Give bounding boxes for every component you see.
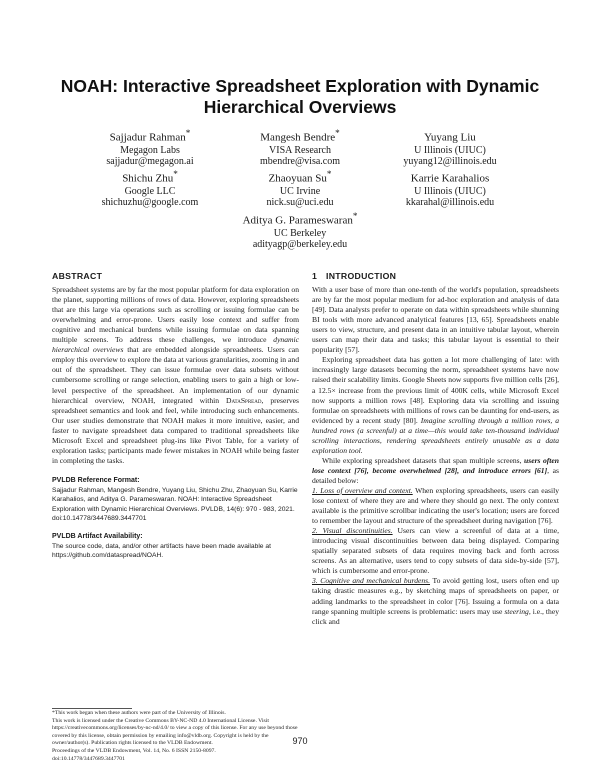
author-affiliation: UC Irvine	[279, 185, 321, 197]
page-number: 970	[292, 736, 308, 746]
intro-list-item: 1. Loss of overview and context. When exploring spreadsheets, users can easily lose context of where they are and where they should go next. The only context available is the primitive scrollbar indicating the user's location; users are forced to remember the layout and structure of the spreadsheet during navigation [76].	[312, 485, 559, 526]
author-block	[210, 210, 390, 251]
author-name: Karrie Karahalios	[410, 172, 490, 185]
author-email: sajjadur@megagon.ai	[106, 156, 194, 168]
author-mark: *	[185, 128, 191, 138]
abstract-heading: ABSTRACT	[52, 271, 103, 281]
author-email: mbendre@visa.com	[259, 156, 341, 168]
author-email: shichuzhu@google.com	[101, 197, 199, 209]
artifact-text: The source code, data, and/or other artifacts have been made available at https://github.com/dataspread/NOAH.	[52, 542, 271, 560]
author-name: Mangesh Bendre	[260, 131, 336, 144]
author-email: adityagp@berkeley.edu	[252, 239, 348, 251]
footnote-line: Proceedings of the VLDB Endowment, Vol. 14, No. 6 ISSN 2150-8097.	[52, 747, 216, 754]
footnote-line: *This work began when these authors were part of the University of Illinois.	[52, 710, 226, 716]
artifact-heading: PVLDB Artifact Availability:	[52, 532, 143, 540]
author-email: yuyang12@illinois.edu	[403, 156, 497, 168]
author-name: Sajjadur Rahman	[109, 131, 186, 144]
paper-title: NOAH: Interactive Spreadsheet Exploration with Dynamic Hierarchical Overviews	[60, 76, 540, 117]
author-mark: *	[335, 128, 340, 138]
author-name: Shichu Zhu	[122, 172, 174, 185]
section-number: 1	[312, 271, 318, 281]
reference-format-heading: PVLDB Reference Format:	[52, 476, 140, 484]
author-block	[360, 168, 540, 209]
right-column	[312, 271, 559, 627]
intro-paragraph: While exploring spreadsheet datasets that span multiple screens, users often lose context [76], become overwhelmed [28], and introduce errors [61], as detailed below:	[312, 455, 560, 485]
author-name: Zhaoyuan Su	[268, 172, 327, 185]
reference-doi: doi:10.14778/3447689.3447701	[52, 515, 147, 523]
footnote-line: This work is licensed under the Creative Commons BY-NC-ND 4.0 International License. Visit https://creativecommons.org/licenses/by-nc-nd/4.0/ to view a copy of this license. For any use beyond those covered by this license, obtain permission by emailing info@vldb.org. Copyright is held by the owner/author(s). Publication rights licensed to the VLDB Endowment.	[52, 717, 298, 747]
introduction-heading	[312, 271, 559, 281]
author-email: nick.su@uci.edu	[266, 197, 334, 209]
intro-list-item: 2. Visual discontinuities. Users can view a screenful of data at a time, introducing visual discontinuities between data being displayed. Comparing spatially separated subsets of data requires moving back and forth across screens. As an alternative, users tend to copy subsets of data side-by-side [57], which is cumbersome and error-prone.	[312, 526, 559, 576]
author-affiliation: U Illinois (UIUC)	[414, 185, 486, 197]
author-affiliation: Megagon Labs	[120, 144, 180, 156]
author-mark: *	[173, 169, 178, 179]
footnote-line: doi:10.14778/3447689.3447701	[52, 755, 125, 762]
abstract-text: Spreadsheet systems are by far the most popular platform for data exploration on the planet, supporting millions of rows of data. However, exploring spreadsheets that are this large via operations such as scrolling or issuing formulae can be overwhelming and error-prone. Users easily lose context and suffer from cognitive and mechanical burdens while issuing formulae on data spanning multiple screens. To address these challenges, we introduce dynamic hierarchical overviews that are embedded alongside spreadsheets. Users can employ this overview to explore the data at various granularities, zooming in and out of the spreadsheet. They can issue formulae over data subsets without cumbersome scrolling or range selection, enabling users to gain a high or low-level perspective of the spreadsheet. An implementation of our dynamic hierarchical overview, NOAH, integrated within DataSpread, preserves spreadsheet semantics and look and feel, while introducing such enhancements. Our user studies demonstrate that NOAH makes it more intuitive, easier, and faster to navigate spreadsheet data compared to traditional spreadsheets like Microsoft Excel and spreadsheet plug-ins like Pivot Table, for a variety of exploration tasks; participants made fewer mistakes in NOAH while being faster in completing the tasks.	[52, 285, 299, 465]
author-name: Yuyang Liu	[424, 131, 476, 144]
author-name: Aditya G. Parameswaran	[242, 214, 353, 227]
author-email: kkarahal@illinois.edu	[405, 197, 495, 209]
section-title: INTRODUCTION	[326, 271, 397, 281]
footnote-rule	[52, 708, 132, 709]
intro-list-item: 3. Cognitive and mechanical burdens. To avoid getting lost, users often end up taking drastic measures e.g., by sketching maps of spreadsheets on paper, or adding landmarks to the spreadsheet in color [76]. Issuing a formula on a data range spanning multiple screens is problematic: users may use steering, i.e., they click and	[312, 576, 559, 626]
author-mark: *	[352, 211, 358, 221]
intro-paragraph: With a user base of more than one-tenth of the world's population, spreadsheets are by far the most popular medium for ad-hoc exploration and analysis of data [49]. Data analysts prefer to operate on data within spreadsheets while shunning BI tools with more advanced analytical features [13, 65]. Spreadsheets enable users to view, structure, and present data in an intuitive tabular layout, wherein users can map their data and tasks; this tabular layout is essential to their popularity [57].	[312, 285, 559, 355]
author-block	[360, 127, 540, 168]
reference-format-text: Sajjadur Rahman, Mangesh Bendre, Yuyang Liu, Shichu Zhu, Zhaoyuan Su, Karrie Karahalios, and Aditya G. Parameswaran. NOAH: Interactive Spreadsheet Exploration with Dynamic Hierarchical Overviews. PVLDB, 14(6): 970 - 983, 2021.	[52, 486, 298, 513]
intro-paragraph: Exploring spreadsheet data has gotten a lot more challenging of late: with increasingly large datasets becoming the norm, spreadsheet systems have now raised their scalability limits. Google Sheets now supports five million cells [26], a 12.5× increase from the previous limit of 400K cells, while Microsoft Excel now supports a million rows [48]. Exploring data via scrolling and issuing formulae on spreadsheets with millions of rows can be daunting for end-users, as evidenced by a recent study [80]. Imagine scrolling through a million rows, a hundred rows (a screenful) at a time—this would take ten-thousand individual scrolling interactions, rendering spreadsheets entirely unusable as a data exploration tool.	[312, 355, 560, 455]
author-affiliation: UC Berkeley	[273, 227, 327, 239]
author-affiliation: Google LLC	[124, 185, 176, 197]
author-mark: *	[326, 169, 332, 179]
author-affiliation: VISA Research	[269, 144, 331, 156]
left-column	[52, 271, 299, 560]
author-affiliation: U Illinois (UIUC)	[414, 144, 486, 156]
